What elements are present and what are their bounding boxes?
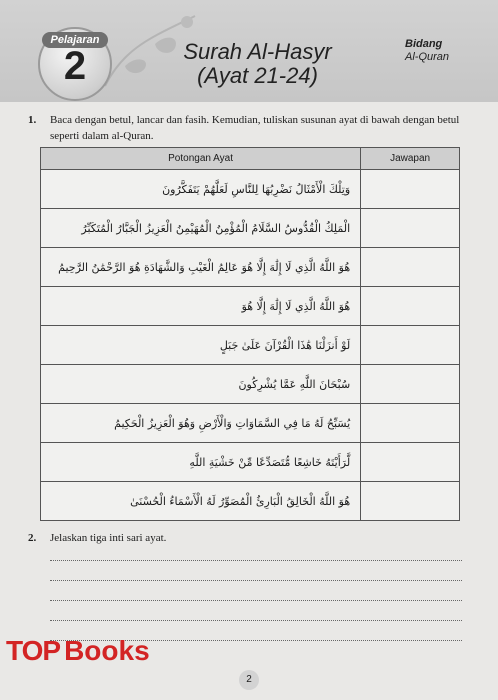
ayah-cell: لَّرَأَيْتَهُ خَاشِعًا مُّتَصَدِّعًا مِّنْ خَشْيَةِ اللَّهِ bbox=[41, 443, 361, 482]
topic-label: Bidang bbox=[405, 38, 443, 50]
column-header-ayah: Potongan Ayat bbox=[41, 148, 361, 170]
question-1-number: 1. bbox=[28, 114, 37, 126]
table-row bbox=[41, 482, 460, 521]
ayah-cell: يُسَبِّحُ لَهُ مَا فِي السَّمَاوَاتِ وَالْأَرْضِ وَهُوَ الْعَزِيزُ الْحَكِيمُ bbox=[41, 404, 361, 443]
answer-line[interactable] bbox=[50, 560, 462, 561]
topic-value: Al-Quran bbox=[405, 51, 450, 63]
question-2-number: 2. bbox=[28, 532, 37, 544]
ayah-table bbox=[40, 147, 460, 521]
page-title bbox=[150, 40, 365, 88]
answer-cell[interactable] bbox=[361, 365, 460, 404]
topbooks-logo bbox=[6, 632, 150, 670]
answer-cell[interactable] bbox=[361, 326, 460, 365]
answer-line[interactable] bbox=[50, 600, 462, 601]
answer-cell[interactable] bbox=[361, 209, 460, 248]
answer-cell[interactable] bbox=[361, 482, 460, 521]
table-row bbox=[41, 443, 460, 482]
answer-line[interactable] bbox=[50, 620, 462, 621]
topic-block bbox=[405, 38, 449, 64]
answer-cell[interactable] bbox=[361, 170, 460, 209]
logo-books-text: Books bbox=[64, 635, 150, 666]
ayah-cell: هُوَ اللَّهُ الْخَالِقُ الْبَارِئُ الْمُصَوِّرُ لَهُ الْأَسْمَاءُ الْحُسْنَىٰ bbox=[41, 482, 361, 521]
column-header-answer: Jawapan bbox=[361, 148, 460, 170]
title-line-1: Surah Al-Hasyr bbox=[183, 39, 332, 64]
answer-cell[interactable] bbox=[361, 404, 460, 443]
answer-cell[interactable] bbox=[361, 287, 460, 326]
answer-cell[interactable] bbox=[361, 248, 460, 287]
ayah-cell: هُوَ اللَّهُ الَّذِي لَا إِلَٰهَ إِلَّا هُوَ عَالِمُ الْغَيْبِ وَالشَّهَادَةِ هُوَ الرَّحْمَٰنُ الرَّحِيمُ bbox=[41, 248, 361, 287]
table-row bbox=[41, 287, 460, 326]
title-line-2: (Ayat 21-24) bbox=[197, 63, 318, 88]
question-1-text: Baca dengan betul, lancar dan fasih. Kemudian, tuliskan susunan ayat di bawah dengan betul seperti dalam al-Quran. bbox=[50, 114, 460, 142]
table-header-row bbox=[41, 148, 460, 170]
answer-line[interactable] bbox=[50, 580, 462, 581]
table-row bbox=[41, 248, 460, 287]
table-row bbox=[41, 326, 460, 365]
lesson-label: Pelajaran bbox=[42, 32, 108, 48]
ayah-cell: الْمَلِكُ الْقُدُّوسُ السَّلَامُ الْمُؤْمِنُ الْمُهَيْمِنُ الْعَزِيزُ الْجَبَّارُ الْمُتَكَبِّرُ bbox=[41, 209, 361, 248]
table-row bbox=[41, 209, 460, 248]
table-row bbox=[41, 365, 460, 404]
question-2-text: Jelaskan tiga inti sari ayat. bbox=[50, 532, 167, 544]
lesson-number: 2 bbox=[63, 44, 87, 88]
ayah-cell: وَتِلْكَ الْأَمْثَالُ نَضْرِبُهَا لِلنَّاسِ لَعَلَّهُمْ يَتَفَكَّرُونَ bbox=[41, 170, 361, 209]
ayah-cell: لَوْ أَنزَلْنَا هَٰذَا الْقُرْآنَ عَلَىٰ جَبَلٍ bbox=[41, 326, 361, 365]
ayah-cell: هُوَ اللَّهُ الَّذِي لَا إِلَٰهَ إِلَّا هُوَ bbox=[41, 287, 361, 326]
answer-cell[interactable] bbox=[361, 443, 460, 482]
table-row bbox=[41, 404, 460, 443]
logo-top-text: TOP bbox=[6, 635, 61, 666]
ayah-cell: سُبْحَانَ اللَّهِ عَمَّا يُشْرِكُونَ bbox=[41, 365, 361, 404]
page-number: 2 bbox=[239, 670, 259, 690]
table-row bbox=[41, 170, 460, 209]
